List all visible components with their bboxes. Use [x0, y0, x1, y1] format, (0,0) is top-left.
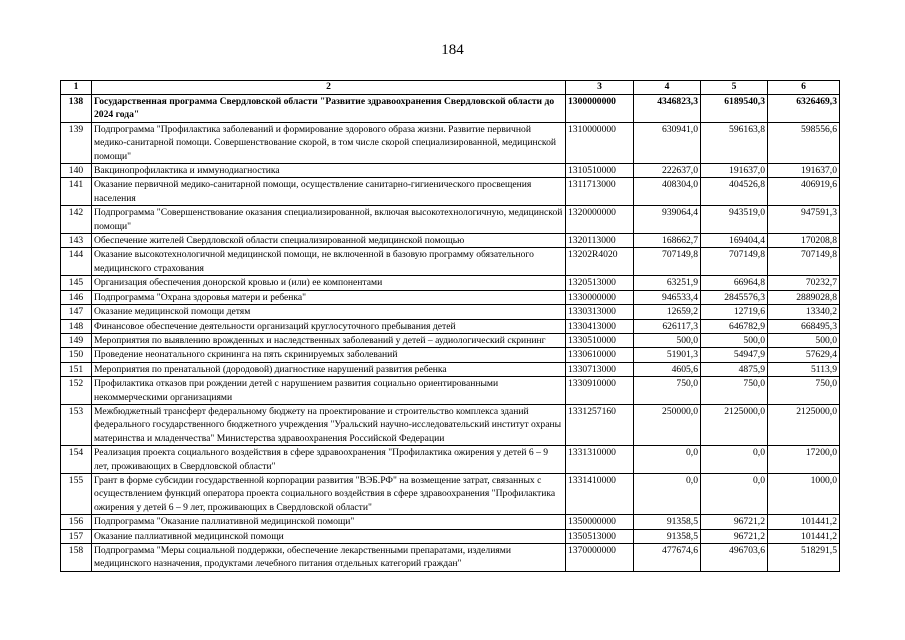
- row-code: 1311713000: [566, 178, 634, 206]
- row-value-col6: 6326469,3: [768, 95, 840, 123]
- row-code: 1330610000: [566, 348, 634, 362]
- row-value-col4: 63251,9: [634, 276, 701, 290]
- row-value-col6: 598556,6: [768, 122, 840, 163]
- row-value-col4: 250000,0: [634, 404, 701, 445]
- row-value-col4: 630941,0: [634, 122, 701, 163]
- row-value-col5: 54947,9: [701, 348, 768, 362]
- row-value-col6: 70232,7: [768, 276, 840, 290]
- row-value-col4: 168662,7: [634, 234, 701, 248]
- row-number: 147: [61, 305, 92, 319]
- table-row: [61, 473, 840, 514]
- row-code: 1310000000: [566, 122, 634, 163]
- row-value-col6: 57629,4: [768, 348, 840, 362]
- row-number: 148: [61, 319, 92, 333]
- table-row: [61, 515, 840, 529]
- row-value-col5: 500,0: [701, 333, 768, 347]
- row-name: Реализация проекта социального воздействия в сфере здравоохранения "Профилактика ожирения у детей 6 – 9 лет, проживающих в Свердловской области": [92, 446, 566, 474]
- header-col-3: 3: [566, 81, 634, 95]
- row-code: 1310510000: [566, 164, 634, 178]
- row-name: Оказание первичной медико-санитарной помощи, осуществление санитарно-гигиенического просвещения населения: [92, 178, 566, 206]
- row-value-col4: 51901,3: [634, 348, 701, 362]
- row-code: 1350513000: [566, 529, 634, 543]
- header-row: [61, 81, 840, 95]
- row-value-col4: 91358,5: [634, 529, 701, 543]
- table-row: [61, 290, 840, 304]
- table-header: [61, 81, 840, 95]
- row-value-col6: 668495,3: [768, 319, 840, 333]
- table-row: [61, 234, 840, 248]
- row-value-col4: 12659,2: [634, 305, 701, 319]
- row-value-col5: 2125000,0: [701, 404, 768, 445]
- row-code: 1331257160: [566, 404, 634, 445]
- header-col-4: 4: [634, 81, 701, 95]
- table-row: [61, 446, 840, 474]
- row-code: 1330510000: [566, 333, 634, 347]
- row-value-col6: 2125000,0: [768, 404, 840, 445]
- row-value-col4: 0,0: [634, 446, 701, 474]
- row-name: Подпрограмма "Совершенствование оказания специализированной, включая высокотехнологичную, медицинской помощи": [92, 206, 566, 234]
- table-row: [61, 305, 840, 319]
- row-number: 141: [61, 178, 92, 206]
- row-value-col5: 496703,6: [701, 544, 768, 572]
- table-row: [61, 333, 840, 347]
- row-value-col6: 707149,8: [768, 248, 840, 276]
- row-number: 139: [61, 122, 92, 163]
- row-code: 1330413000: [566, 319, 634, 333]
- table-row: [61, 178, 840, 206]
- row-value-col5: 596163,8: [701, 122, 768, 163]
- row-value-col6: 17200,0: [768, 446, 840, 474]
- row-number: 151: [61, 362, 92, 376]
- row-value-col5: 707149,8: [701, 248, 768, 276]
- table-row: [61, 164, 840, 178]
- row-value-col4: 408304,0: [634, 178, 701, 206]
- row-value-col6: 750,0: [768, 377, 840, 405]
- row-value-col5: 943519,0: [701, 206, 768, 234]
- row-name: Государственная программа Свердловской области "Развитие здравоохранения Свердловской области до 2024 года": [92, 95, 566, 123]
- row-number: 138: [61, 95, 92, 123]
- row-number: 156: [61, 515, 92, 529]
- row-name: Обеспечение жителей Свердловской области специализированной медицинской помощью: [92, 234, 566, 248]
- row-value-col5: 4875,9: [701, 362, 768, 376]
- row-code: 1330000000: [566, 290, 634, 304]
- row-code: 1370000000: [566, 544, 634, 572]
- row-value-col4: 946533,4: [634, 290, 701, 304]
- row-value-col6: 5113,9: [768, 362, 840, 376]
- row-value-col4: 750,0: [634, 377, 701, 405]
- table-row: [61, 319, 840, 333]
- row-value-col6: 947591,3: [768, 206, 840, 234]
- row-value-col5: 646782,9: [701, 319, 768, 333]
- row-name: Оказание высокотехнологичной медицинской помощи, не включенной в базовую программу обязательного медицинского страхования: [92, 248, 566, 276]
- row-value-col6: 518291,5: [768, 544, 840, 572]
- row-number: 149: [61, 333, 92, 347]
- table-row: [61, 248, 840, 276]
- row-name: Вакцинопрофилактика и иммунодиагностика: [92, 164, 566, 178]
- row-value-col6: 101441,2: [768, 529, 840, 543]
- row-number: 145: [61, 276, 92, 290]
- row-value-col4: 939064,4: [634, 206, 701, 234]
- row-name: Финансовое обеспечение деятельности организаций круглосуточного пребывания детей: [92, 319, 566, 333]
- row-value-col5: 66964,8: [701, 276, 768, 290]
- row-number: 140: [61, 164, 92, 178]
- row-value-col4: 707149,8: [634, 248, 701, 276]
- row-value-col5: 2845576,3: [701, 290, 768, 304]
- row-value-col6: 500,0: [768, 333, 840, 347]
- row-value-col4: 91358,5: [634, 515, 701, 529]
- row-value-col5: 96721,2: [701, 529, 768, 543]
- row-code: 1331310000: [566, 446, 634, 474]
- table-body: [61, 95, 840, 572]
- row-value-col5: 750,0: [701, 377, 768, 405]
- row-value-col5: 12719,6: [701, 305, 768, 319]
- row-name: Подпрограмма "Охрана здоровья матери и ребенка": [92, 290, 566, 304]
- row-code: 1330713000: [566, 362, 634, 376]
- row-name: Организация обеспечения донорской кровью и (или) ее компонентами: [92, 276, 566, 290]
- row-value-col4: 0,0: [634, 473, 701, 514]
- row-value-col4: 477674,6: [634, 544, 701, 572]
- row-code: 1350000000: [566, 515, 634, 529]
- row-code: 13202R4020: [566, 248, 634, 276]
- row-value-col5: 191637,0: [701, 164, 768, 178]
- row-value-col6: 170208,8: [768, 234, 840, 248]
- row-name: Оказание медицинской помощи детям: [92, 305, 566, 319]
- row-name: Подпрограмма "Оказание паллиативной медицинской помощи": [92, 515, 566, 529]
- row-value-col4: 626117,3: [634, 319, 701, 333]
- row-code: 1330313000: [566, 305, 634, 319]
- row-number: 150: [61, 348, 92, 362]
- row-name: Подпрограмма "Меры социальной поддержки, обеспечение лекарственными препаратами, изделиями медицинского назначения, продуктами лечебного питания отдельных категорий граждан": [92, 544, 566, 572]
- row-number: 142: [61, 206, 92, 234]
- row-value-col5: 169404,4: [701, 234, 768, 248]
- table-row: [61, 529, 840, 543]
- row-code: 1300000000: [566, 95, 634, 123]
- row-name: Мероприятия по пренатальной (дородовой) диагностике нарушений развития ребенка: [92, 362, 566, 376]
- row-code: 1320513000: [566, 276, 634, 290]
- row-name: Проведение неонатального скрининга на пять скринируемых заболеваний: [92, 348, 566, 362]
- row-number: 144: [61, 248, 92, 276]
- table-row: [61, 95, 840, 123]
- row-number: 158: [61, 544, 92, 572]
- table-row: [61, 348, 840, 362]
- row-value-col6: 191637,0: [768, 164, 840, 178]
- row-name: Мероприятия по выявлению врожденных и наследственных заболеваний у детей – аудиологический скрининг: [92, 333, 566, 347]
- row-number: 157: [61, 529, 92, 543]
- row-name: Профилактика отказов при рождении детей с нарушением развития социально ориентированными некоммерческими организациями: [92, 377, 566, 405]
- row-value-col4: 4346823,3: [634, 95, 701, 123]
- row-value-col4: 222637,0: [634, 164, 701, 178]
- row-value-col4: 500,0: [634, 333, 701, 347]
- table-row: [61, 404, 840, 445]
- row-number: 155: [61, 473, 92, 514]
- row-code: 1331410000: [566, 473, 634, 514]
- header-col-2: 2: [92, 81, 566, 95]
- row-value-col5: 96721,2: [701, 515, 768, 529]
- table-row: [61, 276, 840, 290]
- header-col-5: 5: [701, 81, 768, 95]
- row-name: Грант в форме субсидии государственной корпорации развития "ВЭБ.РФ" на возмещение затрат, связанных с осуществлением функций оператора проекта социального воздействия в сфере здравоохранения "Профилактика ожирения у детей 6 – 9 лет, проживающих в Свердловской области": [92, 473, 566, 514]
- row-value-col6: 406919,6: [768, 178, 840, 206]
- table-row: [61, 377, 840, 405]
- row-number: 154: [61, 446, 92, 474]
- row-value-col5: 404526,8: [701, 178, 768, 206]
- header-col-1: 1: [61, 81, 92, 95]
- row-value-col5: 6189540,3: [701, 95, 768, 123]
- header-col-6: 6: [768, 81, 840, 95]
- row-number: 146: [61, 290, 92, 304]
- row-value-col5: 0,0: [701, 473, 768, 514]
- page-number: 184: [441, 42, 464, 58]
- row-number: 143: [61, 234, 92, 248]
- row-code: 1330910000: [566, 377, 634, 405]
- table-row: [61, 206, 840, 234]
- row-value-col6: 13340,2: [768, 305, 840, 319]
- table-row: [61, 544, 840, 572]
- row-value-col6: 2889028,8: [768, 290, 840, 304]
- row-value-col6: 1000,0: [768, 473, 840, 514]
- row-number: 152: [61, 377, 92, 405]
- row-name: Межбюджетный трансферт федеральному бюджету на проектирование и строительство комплекса зданий федерального государственного бюджетного учреждения "Уральский научно-исследовательский институт охраны материнства и младенчества" Министерства здравоохранения Российской Федерации: [92, 404, 566, 445]
- row-name: Оказание паллиативной медицинской помощи: [92, 529, 566, 543]
- row-value-col6: 101441,2: [768, 515, 840, 529]
- budget-table: [60, 80, 840, 572]
- row-code: 1320113000: [566, 234, 634, 248]
- row-value-col5: 0,0: [701, 446, 768, 474]
- row-name: Подпрограмма "Профилактика заболеваний и формирование здорового образа жизни. Развитие первичной медико-санитарной помощи. Совершенствование скорой, в том числе скорой специализированной, медицинской помощи": [92, 122, 566, 163]
- table-row: [61, 362, 840, 376]
- row-number: 153: [61, 404, 92, 445]
- row-value-col4: 4605,6: [634, 362, 701, 376]
- table-row: [61, 122, 840, 163]
- row-code: 1320000000: [566, 206, 634, 234]
